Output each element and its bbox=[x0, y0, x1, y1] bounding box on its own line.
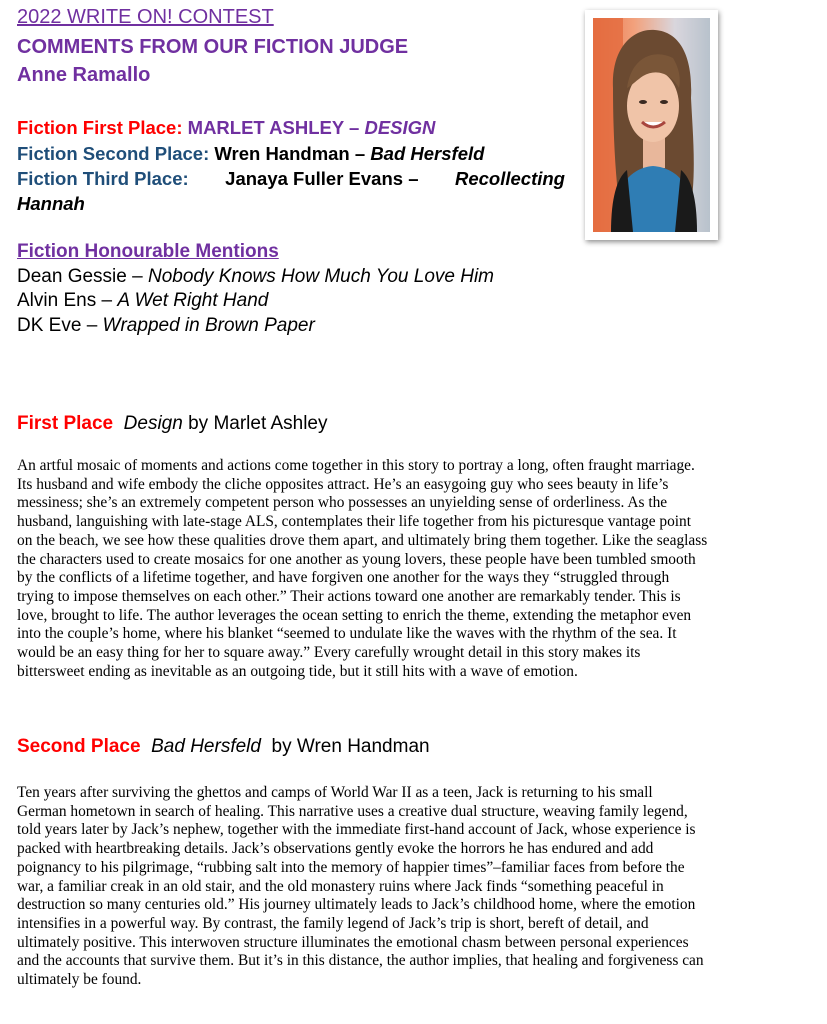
review-byline: by Marlet Ashley bbox=[188, 413, 328, 434]
review-line: into the couple’s home, where his blanket “seemed to undulate like the waves with the rhythm of the sea. It bbox=[17, 625, 677, 643]
review-body bbox=[17, 457, 807, 681]
review-line: would be an easy thing for her to square away.” Every carefully wrought detail in this story makes its bbox=[17, 644, 641, 662]
review-line: destruction so many centuries old.” His journey ultimately leads to Jack’s childhood home, where the emotion bbox=[17, 896, 696, 914]
first-place-title: DESIGN bbox=[364, 117, 436, 138]
honourable-author: Dean Gessie – bbox=[17, 266, 143, 287]
honourable-title: Wrapped in Brown Paper bbox=[102, 315, 315, 336]
review-line: messiness; she’s an extremely competent person who possesses an unyielding sense of orderliness. As the bbox=[17, 494, 668, 512]
third-place-title-line2: Hannah bbox=[17, 193, 85, 214]
review-story-title: Bad Hersfeld bbox=[151, 736, 261, 757]
honourable-mention-item bbox=[17, 266, 494, 288]
honourable-author: Alvin Ens – bbox=[17, 290, 113, 311]
review-body bbox=[17, 784, 807, 990]
review-line: Ten years after surviving the ghettos and camps of World War II as a teen, Jack is returning to his small bbox=[17, 784, 653, 801]
review-place-label: First Place bbox=[17, 413, 114, 434]
review-heading bbox=[17, 413, 328, 435]
review-line: husband, languishing with late-stage ALS, contemplates their life together from his picturesque vantage point bbox=[17, 513, 692, 531]
third-place-author: Janaya Fuller Evans – bbox=[225, 168, 419, 189]
review-place-label: Second Place bbox=[17, 736, 141, 757]
review-heading bbox=[17, 736, 430, 758]
review-line: ultimately positive. This interwoven structure illuminates the emotional chasm between personal experiences bbox=[17, 933, 689, 951]
judge-photo bbox=[593, 18, 710, 232]
judge-heading: COMMENTS FROM OUR FICTION JUDGE bbox=[17, 36, 409, 58]
review-line: love, brought to life. The author leverages the ocean setting to enrich the theme, extending the metaphor even bbox=[17, 606, 692, 624]
third-place-line bbox=[17, 168, 565, 190]
second-place-line bbox=[17, 143, 484, 165]
judge-photo-frame bbox=[585, 10, 718, 240]
review-line: bittersweet ending as inevitable as an outgoing tide, but it still hits with a wave of emotion. bbox=[17, 662, 578, 680]
review-line: the characters used to create mosaics for one another as young lovers, these people have been tumbled smooth bbox=[17, 550, 696, 568]
review-line: packed with heartbreaking details. Jack’s observations gently evoke the horrors he has endured and add bbox=[17, 840, 654, 858]
judge-name: Anne Ramallo bbox=[17, 64, 151, 86]
first-place-author: MARLET ASHLEY – bbox=[187, 117, 360, 138]
review-line: on the beach, we see how these qualities drove them apart, and ultimately bring them together. Like the seaglass bbox=[17, 531, 708, 549]
honourable-mention-item bbox=[17, 315, 315, 337]
honourable-title: A Wet Right Hand bbox=[117, 290, 269, 311]
review-line: German hometown in search of healing. This narrative uses a creative dual structure, weaving family legend, bbox=[17, 802, 688, 820]
second-place-title: Bad Hersfeld bbox=[370, 143, 485, 164]
review-line: told years later by Jack’s nephew, together with the immediate first-hand account of Jack, whose experience is bbox=[17, 821, 696, 839]
review-line: war, a familiar creak in an old stair, and the old monastery ruins where Jack finds “something peaceful in bbox=[17, 877, 664, 895]
review-line: by the conflicts of a lifetime together, and have forgiven one another for the ways they “struggled through bbox=[17, 569, 670, 587]
review-byline: by Wren Handman bbox=[271, 736, 430, 757]
first-place-line bbox=[17, 117, 435, 139]
honourable-title: Nobody Knows How Much You Love Him bbox=[147, 266, 495, 287]
first-place-label: Fiction First Place: bbox=[17, 117, 183, 138]
review-line: ultimately be found. bbox=[17, 971, 142, 989]
contest-title: 2022 WRITE ON! CONTEST bbox=[17, 6, 274, 28]
second-place-author: Wren Handman – bbox=[214, 143, 366, 164]
review-line: poignancy to his pilgrimage, “rubbing salt into the memory of happier times”–familiar faces from before the bbox=[17, 858, 685, 876]
second-place-label: Fiction Second Place: bbox=[17, 143, 210, 164]
third-place-label: Fiction Third Place: bbox=[17, 168, 189, 189]
third-place-title-line1: Recollecting bbox=[454, 168, 565, 189]
honourable-author: DK Eve – bbox=[17, 315, 98, 336]
honourable-mentions-heading: Fiction Honourable Mentions bbox=[17, 241, 279, 262]
review-line: Its husband and wife embody the cliche opposites attract. He’s an easygoing guy who sees beauty in life’s bbox=[17, 475, 669, 493]
review-line: An artful mosaic of moments and actions come together in this story to portray a long, often fraught marriage. bbox=[17, 457, 695, 474]
review-line: intensifies in a powerful way. By contrast, the family legend of Jack’s trip is short, bereft of detail, and bbox=[17, 914, 649, 932]
review-line: trying to impose themselves on each other.” Their actions toward one another are remarkably tender. This is bbox=[17, 587, 681, 605]
honourable-mention-item bbox=[17, 290, 268, 312]
review-line: and the accounts that survive them. But it’s in this distance, the author implies, that healing and forgiveness can bbox=[17, 952, 704, 970]
review-story-title: Design bbox=[123, 413, 183, 434]
